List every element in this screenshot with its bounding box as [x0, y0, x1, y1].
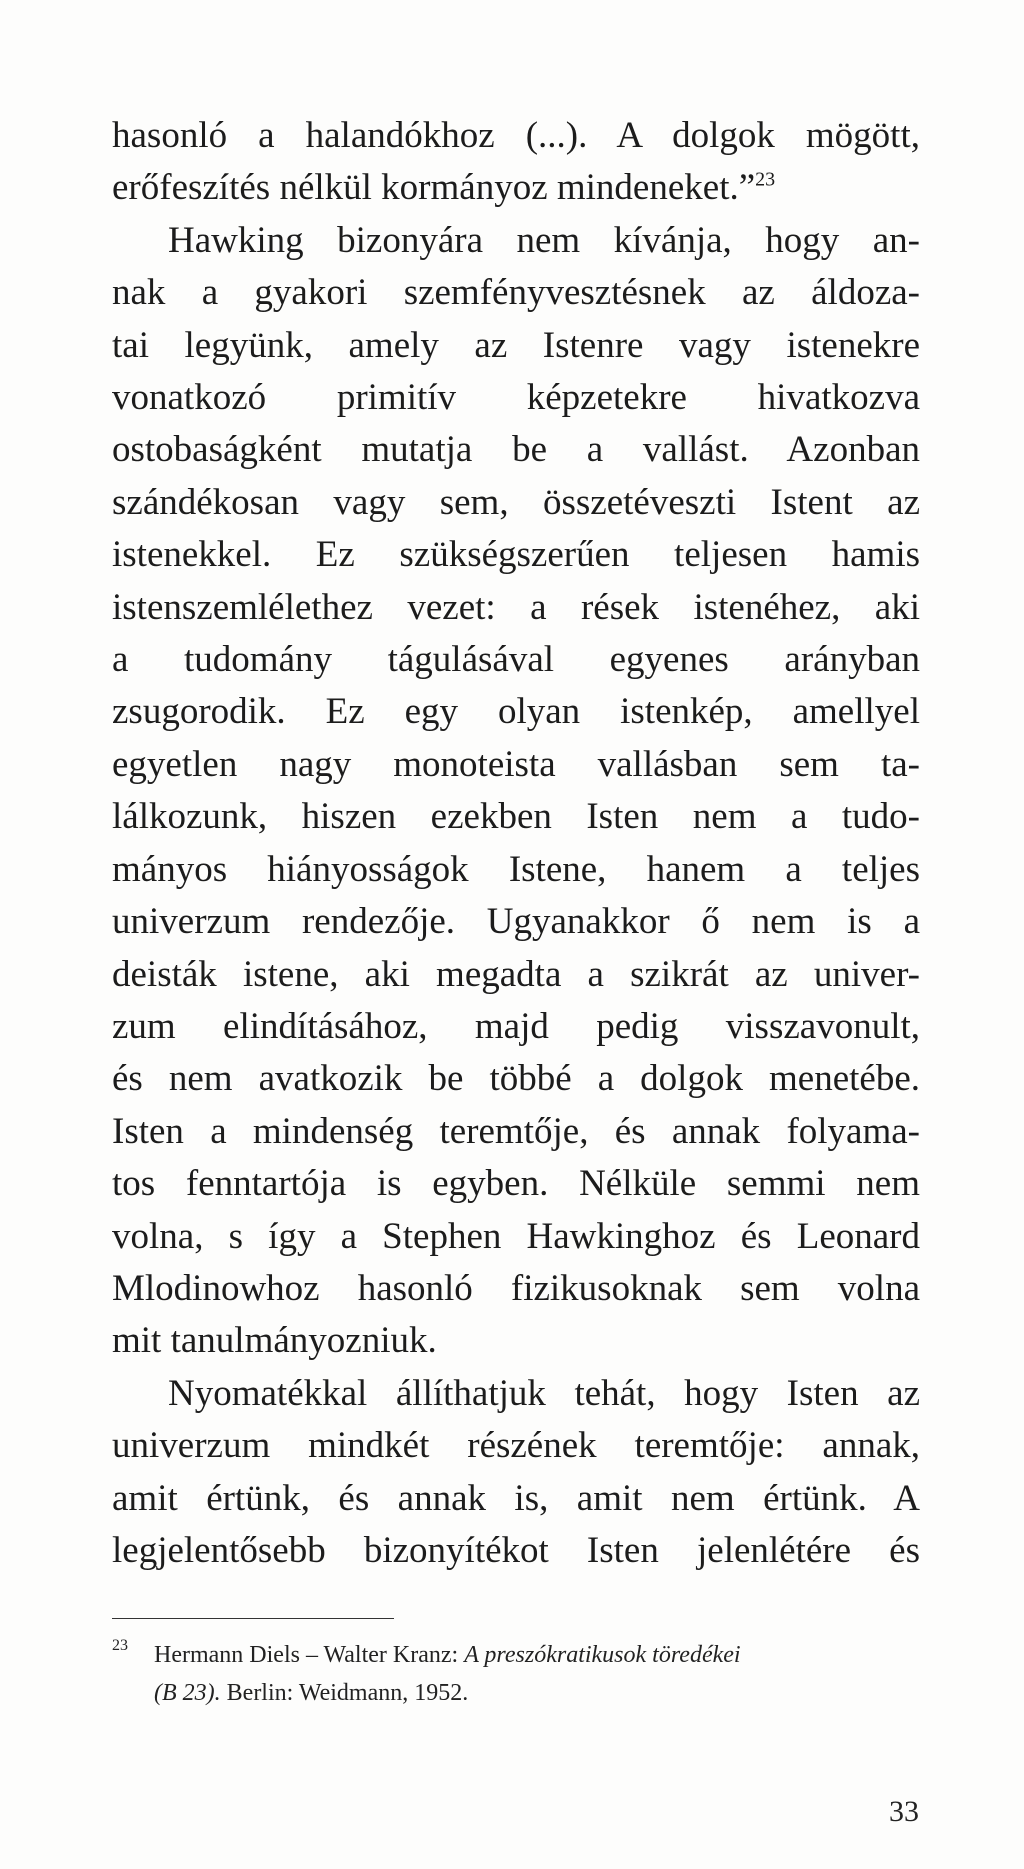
- text-line: [112, 162, 920, 214]
- footnote-number: 23: [112, 1637, 128, 1654]
- paragraph-2: [112, 215, 920, 1368]
- text-line-content: erőfeszítés nélkül kormányoz mindeneket.”: [112, 167, 756, 209]
- text-line: Nyomatékkal állíthatjuk tehát, hogy Isten az: [168, 1372, 920, 1414]
- text-line: istenszemlélethez vezet: a rések istenéhez, aki: [112, 586, 920, 628]
- text-line: nak a gyakori szemfényvesztésnek az áldoza-: [112, 272, 920, 314]
- footnote-separator: [112, 1618, 394, 1619]
- text-line: ostobaságként mutatja be a vallást. Azonban: [112, 429, 920, 471]
- footnote-title: A preszókratikusok töredékei: [464, 1642, 741, 1668]
- page-number: 33: [889, 1795, 919, 1828]
- text-line: tai legyünk, amely az Istenre vagy istenekre: [112, 324, 920, 366]
- text-line: amit értünk, és annak is, amit nem értünk. A: [112, 1477, 920, 1519]
- text-line: vonatkozó primitív képzetekre hivatkozva: [112, 377, 920, 419]
- footnote-authors: Hermann Diels – Walter Kranz:: [154, 1642, 465, 1668]
- paragraph-1: [112, 110, 920, 215]
- text-line: univerzum rendezője. Ugyanakkor ő nem is a: [112, 901, 920, 943]
- text-line: mit tanulmányozniuk.: [112, 1320, 437, 1362]
- text-line: Isten a mindenség teremtője, és annak folyama-: [112, 1110, 920, 1152]
- text-line: és nem avatkozik be többé a dolgok menetébe.: [112, 1058, 920, 1100]
- text-line: tos fenntartója is egyben. Nélküle semmi nem: [112, 1163, 920, 1205]
- text-line: volna, s így a Stephen Hawkinghoz és Leonard: [112, 1215, 920, 1257]
- text-line: zsugorodik. Ez egy olyan istenkép, amellyel: [112, 691, 920, 733]
- text-line: a tudomány tágulásával egyenes arányban: [112, 639, 920, 681]
- text-line: zum elindításához, majd pedig visszavonult,: [112, 1005, 920, 1047]
- footnote: [112, 1636, 920, 1712]
- footnote-publication: Berlin: Weidmann, 1952.: [220, 1680, 469, 1706]
- text-line: istenekkel. Ez szükségszerűen teljesen hamis: [112, 534, 920, 576]
- footnote-reference[interactable]: 23: [755, 169, 776, 192]
- footnote-text: [154, 1636, 920, 1712]
- text-line: egyetlen nagy monoteista vallásban sem ta-: [112, 743, 920, 785]
- text-line: Hawking bizonyára nem kívánja, hogy an-: [168, 219, 920, 261]
- paragraph-3: [112, 1368, 920, 1578]
- body-text: [112, 110, 920, 1577]
- text-line: deisták istene, aki megadta a szikrát az univer-: [112, 953, 920, 995]
- text-line: lálkozunk, hiszen ezekben Isten nem a tudo-: [112, 796, 920, 838]
- footnote-fragment: (B 23).: [154, 1680, 221, 1706]
- text-line: Mlodinowhoz hasonló fizikusoknak sem volna: [112, 1267, 920, 1309]
- text-line: legjelentősebb bizonyítékot Isten jelenlétére és: [112, 1529, 920, 1571]
- text-line: hasonló a halandókhoz (...). A dolgok mögött,: [112, 115, 920, 156]
- text-line: univerzum mindkét részének teremtője: annak,: [112, 1425, 920, 1467]
- text-line: szándékosan vagy sem, összetéveszti Istent az: [112, 481, 920, 523]
- text-line: mányos hiányosságok Istene, hanem a teljes: [112, 848, 920, 890]
